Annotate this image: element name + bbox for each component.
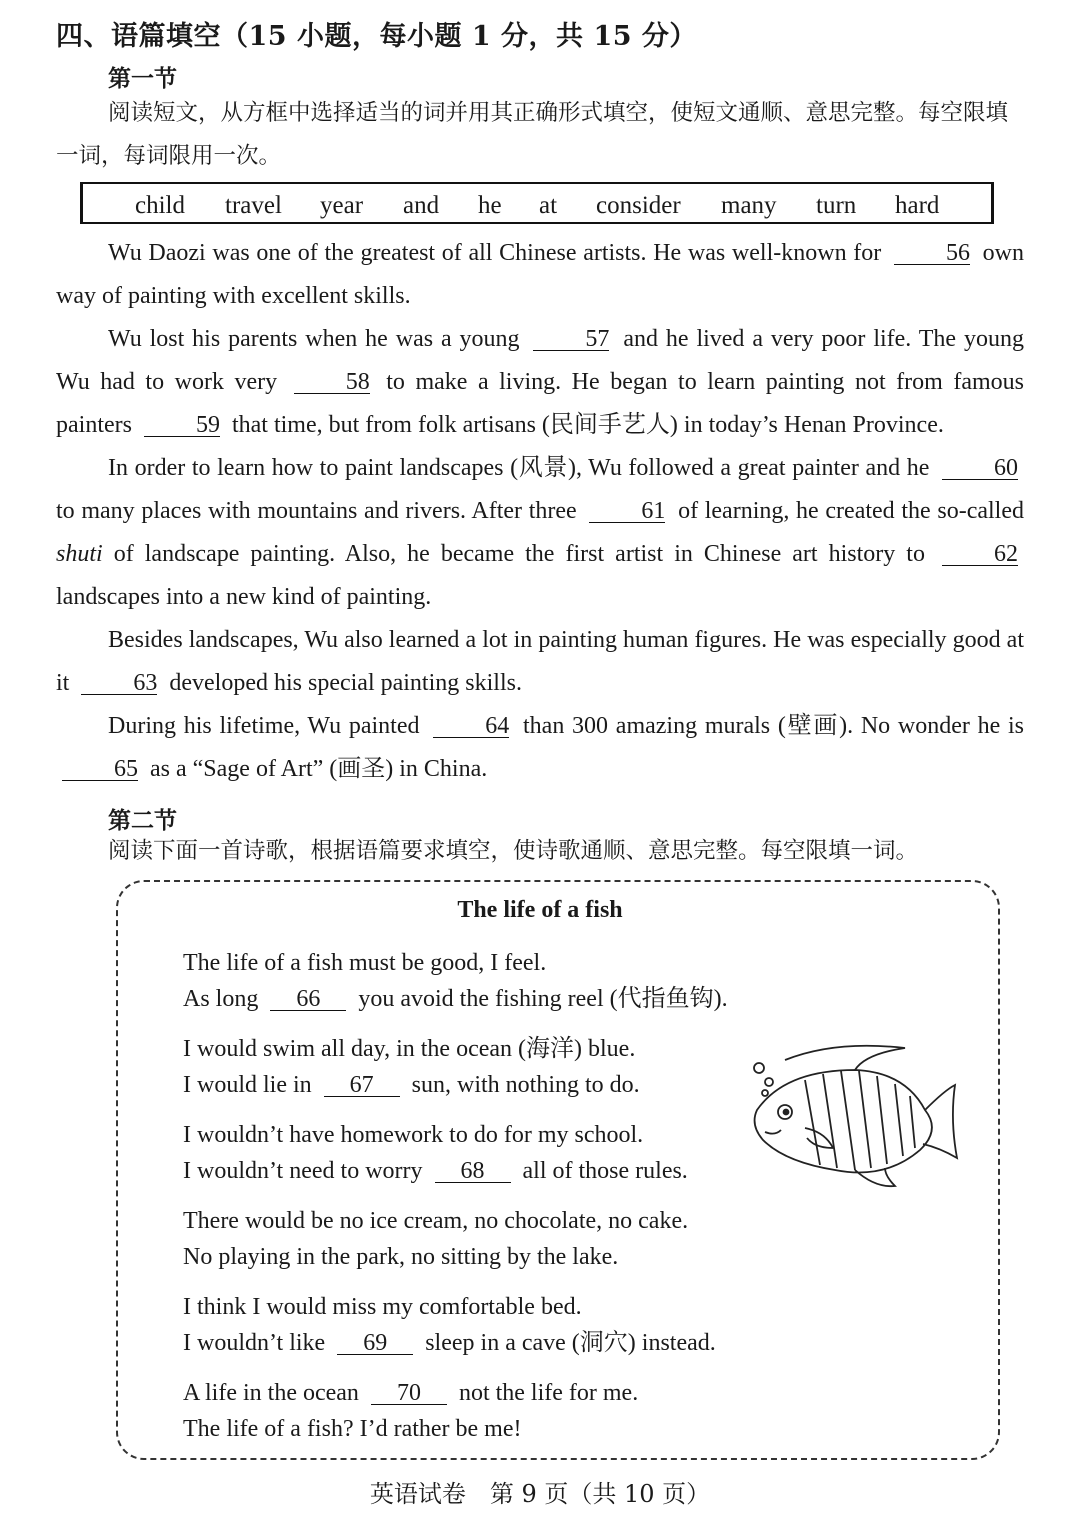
blank-70[interactable]: 70 <box>371 1382 447 1405</box>
blank-63[interactable]: 63 <box>81 672 157 695</box>
blank-65[interactable]: 65 <box>62 758 138 781</box>
poem-text: I wouldn’t like <box>183 1330 326 1356</box>
passage-text: Wu Daozi was one of the greatest of all Chinese artists. He was well-known for <box>108 240 882 266</box>
paragraph <box>56 318 1024 447</box>
word-option: child <box>135 192 185 219</box>
poem-line: I think I would miss my comfortable bed. <box>183 1294 582 1320</box>
passage-text: as a “Sage of Art” (画圣) in China. <box>150 756 488 782</box>
part1-title: 第一节 <box>108 65 177 92</box>
poem-body <box>183 945 728 1461</box>
passage-text: Wu lost his parents when he was a young <box>108 326 520 352</box>
poem-text: A life in the ocean <box>183 1380 359 1406</box>
word-box <box>80 182 994 224</box>
word-option: travel <box>225 192 282 219</box>
paragraph <box>56 232 1024 318</box>
blank-58[interactable]: 58 <box>294 371 370 394</box>
passage-text: to many places with mountains and rivers. After three <box>56 498 577 524</box>
part2-instruction: 阅读下面一首诗歌，根据语篇要求填空，使诗歌通顺、意思完整。每空限填一词。 <box>108 838 919 864</box>
blank-60[interactable]: 60 <box>942 457 1018 480</box>
passage-text: During his lifetime, Wu painted <box>108 713 420 739</box>
stanza <box>183 1031 728 1103</box>
blank-67[interactable]: 67 <box>324 1074 400 1097</box>
word-option: at <box>539 192 558 219</box>
poem-line <box>183 1325 728 1361</box>
poem-title: The life of a fish <box>457 897 623 923</box>
poem-line <box>183 981 728 1017</box>
poem-line <box>183 1067 728 1103</box>
section-heading: 四、语篇填空（15 小题，每小题 1 分，共 15 分） <box>56 21 697 52</box>
blank-61[interactable]: 61 <box>589 500 665 523</box>
stanza <box>183 1203 728 1275</box>
poem-line: The life of a fish must be good, I feel. <box>183 950 547 976</box>
part2-title: 第二节 <box>108 807 177 834</box>
blank-66[interactable]: 66 <box>270 988 346 1011</box>
stanza <box>183 945 728 1017</box>
blank-56[interactable]: 56 <box>894 242 970 265</box>
passage-text: and he lived a very poor life. The young Wu had to work very <box>56 326 1024 395</box>
poem-text: As long <box>183 986 259 1012</box>
blank-57[interactable]: 57 <box>533 328 609 351</box>
passage-text: own way of painting with excellent skills. <box>56 240 1025 309</box>
poem-text: all of those rules. <box>522 1158 688 1184</box>
poem-line: There would be no ice cream, no chocolate, no cake. <box>183 1208 689 1234</box>
poem-line: I would swim all day, in the ocean (海洋) blue. <box>183 1036 636 1062</box>
poem-text: not the life for me. <box>458 1380 639 1406</box>
stanza <box>183 1117 728 1189</box>
poem-line: No playing in the park, no sitting by the lake. <box>183 1244 619 1270</box>
passage-text: that time, but from folk artisans (民间手艺人) in today’s Henan Province. <box>231 412 944 438</box>
blank-68[interactable]: 68 <box>435 1160 511 1183</box>
reading-passage <box>56 232 1024 791</box>
passage-text: developed his special painting skills. <box>169 670 522 696</box>
blank-59[interactable]: 59 <box>144 414 220 437</box>
word-option: turn <box>816 192 857 219</box>
word-option: consider <box>596 192 681 219</box>
passage-text: Besides landscapes, Wu also learned a lot in painting human figures. He was especially good at it <box>56 627 1024 696</box>
word-option: and <box>403 192 440 219</box>
word-option: many <box>721 192 777 219</box>
passage-text: to make a living. He began to learn painting not from famous painters <box>56 369 1025 438</box>
word-option: he <box>478 192 502 219</box>
poem-text: I would lie in <box>183 1072 312 1098</box>
paragraph <box>56 619 1024 705</box>
passage-text: of learning, he created the so-called <box>678 498 1024 524</box>
part1-instruction: 阅读短文，从方框中选择适当的词并用其正确形式填空，使短文通顺、意思完整。每空限填一词，每词限用一次。 <box>56 100 1009 169</box>
word-option: hard <box>895 192 940 219</box>
passage-text: of landscape painting. Also, he became the first artist in Chinese art history to <box>113 541 925 567</box>
fish-illustration <box>745 1040 960 1190</box>
passage-text: landscapes into a new kind of painting. <box>56 584 432 610</box>
blank-62[interactable]: 62 <box>942 543 1018 566</box>
page-footer: 英语试卷 第 9 页（共 10 页） <box>369 1480 711 1508</box>
stanza <box>183 1289 728 1361</box>
stanza <box>183 1375 728 1447</box>
poem-text: I wouldn’t need to worry <box>183 1158 423 1184</box>
poem-text: sleep in a cave (洞穴) instead. <box>425 1330 716 1356</box>
poem-text: you avoid the fishing reel (代指鱼钩). <box>358 986 728 1012</box>
poem-line <box>183 1153 728 1189</box>
poem-line: I wouldn’t have homework to do for my school. <box>183 1122 644 1148</box>
paragraph <box>56 705 1024 791</box>
poem-line <box>183 1375 728 1411</box>
passage-text: In order to learn how to paint landscapes (风景), Wu followed a great painter and he <box>108 455 930 481</box>
poem-line: The life of a fish? I’d rather be me! <box>183 1416 522 1442</box>
blank-69[interactable]: 69 <box>337 1332 413 1355</box>
poem-text: sun, with nothing to do. <box>411 1072 640 1098</box>
word-option: year <box>320 192 364 219</box>
passage-text: than 300 amazing murals (壁画). No wonder he is <box>523 713 1025 739</box>
paragraph <box>56 447 1024 619</box>
blank-64[interactable]: 64 <box>433 715 509 738</box>
italic-term: shuti <box>56 541 103 567</box>
